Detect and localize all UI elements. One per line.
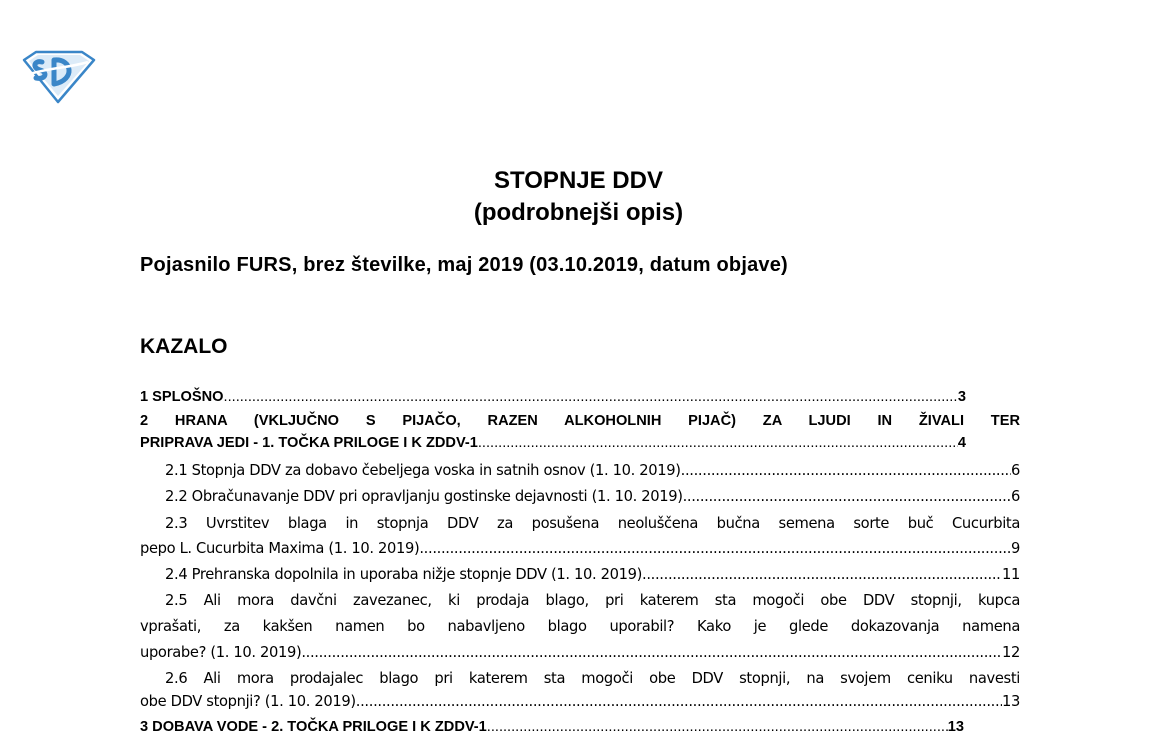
toc-entry-label: 3 DOBAVA VODE - 2. TOČKA PRILOGE I K ZDDV-1	[140, 719, 487, 735]
toc-page-number: 3	[957, 389, 966, 405]
toc-leader	[356, 689, 1002, 715]
toc-entry[interactable]	[140, 511, 1020, 562]
toc-leader	[419, 536, 1011, 562]
document-title: STOPNJE DDV	[494, 167, 663, 194]
toc-entry-label: 2.5 Ali mora davčni zavezanec, ki prodaja blago, pri katerem sta mogoči obe DDV stopnji, kupca	[165, 592, 1020, 609]
toc-entry[interactable]	[140, 588, 1020, 666]
toc-entry-label: 1 SPLOŠNO	[140, 389, 224, 405]
toc-entry[interactable]	[140, 458, 1020, 484]
toc-leader	[301, 640, 1002, 666]
table-of-contents	[140, 384, 1020, 740]
toc-entry-label: 2.2 Obračunavanje DDV pri opravljanju gostinske dejavnosti (1. 10. 2019)	[165, 488, 683, 505]
toc-entry-label: uporabe? (1. 10. 2019)	[140, 644, 302, 661]
toc-page-number: 13	[1002, 693, 1020, 710]
company-logo	[22, 50, 96, 104]
toc-page-number: 12	[1002, 644, 1020, 661]
toc-page-number: 6	[1011, 488, 1020, 505]
toc-heading: KAZALO	[140, 335, 228, 358]
toc-entry-label: 2.4 Prehranska dopolnila in uporaba nižje stopnje DDV (1. 10. 2019)	[165, 566, 643, 583]
document-source: Pojasnilo FURS, brez številke, maj 2019 (03.10.2019, datum objave)	[140, 254, 788, 276]
toc-leader	[224, 384, 958, 410]
toc-entry-label: 2.6 Ali mora prodajalec blago pri katerem sta mogoči obe DDV stopnji, na svojem ceniku navesti	[165, 670, 1020, 687]
toc-page-number: 13	[947, 719, 964, 735]
toc-leader	[642, 562, 1002, 588]
document-title-subline: (podrobnejši opis)	[473, 199, 684, 226]
toc-entry-label: 2 HRANA (VKLJUČNO S PIJAČO, RAZEN ALKOHOLNIH PIJAČ) ZA LJUDI IN ŽIVALI TER	[140, 413, 1020, 429]
toc-entry-label: obe DDV stopnji? (1. 10. 2019)	[140, 693, 356, 710]
toc-page-number: 4	[957, 435, 966, 451]
toc-page-number: 11	[1002, 566, 1020, 583]
toc-entry[interactable]	[140, 562, 1020, 588]
toc-leader	[681, 458, 1011, 484]
toc-entry[interactable]	[140, 666, 1020, 714]
toc-entry[interactable]	[140, 384, 1020, 410]
toc-page-number: 9	[1011, 540, 1020, 557]
toc-entry[interactable]	[140, 410, 1020, 458]
toc-leader	[478, 430, 958, 456]
toc-leader	[683, 484, 1011, 510]
toc-entry-label: 2.3 Uvrstitev blaga in stopnja DDV za posušena neoluščena bučna semena sorte buč Cucurbita	[165, 515, 1020, 532]
toc-entry[interactable]	[140, 714, 1020, 740]
toc-entry-label: PRIPRAVA JEDI - 1. TOČKA PRILOGE I K ZDDV-1	[140, 435, 478, 451]
toc-leader	[487, 714, 948, 740]
toc-entry[interactable]	[140, 484, 1020, 511]
toc-page-number: 6	[1011, 462, 1020, 479]
toc-entry-label: 2.1 Stopnja DDV za dobavo čebeljega voska in satnih osnov (1. 10. 2019)	[165, 462, 681, 479]
toc-entry-label: vprašati, za kakšen namen bo nabavljeno blago uporabil? Kako je glede dokazovanja namena	[140, 618, 1020, 635]
toc-entry-label: pepo L. Cucurbita Maxima (1. 10. 2019)	[140, 540, 420, 557]
